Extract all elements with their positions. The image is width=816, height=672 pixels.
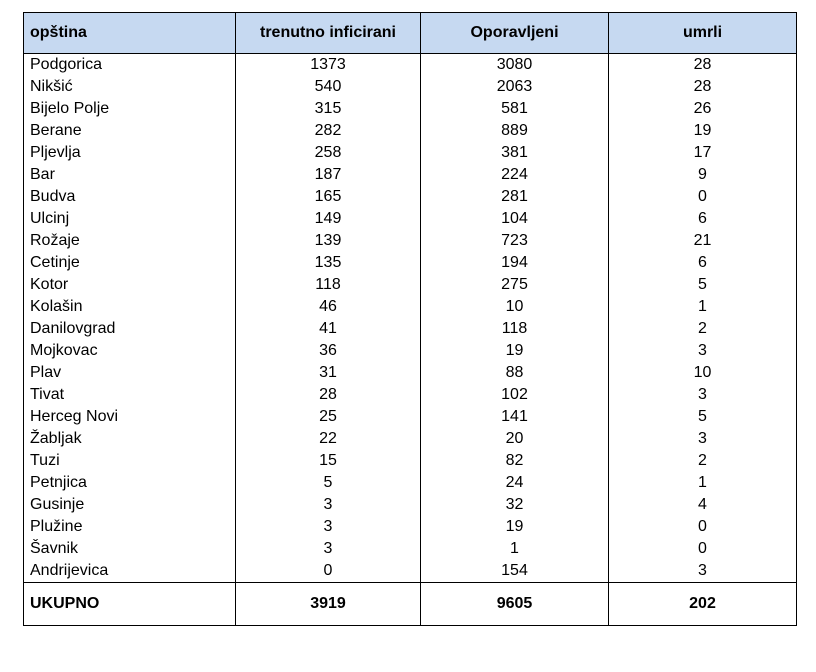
deceased-cell: 1 — [609, 296, 797, 318]
municipality-cell: Cetinje — [24, 252, 236, 274]
table-row — [24, 208, 797, 230]
currently-infected-cell: 22 — [236, 428, 421, 450]
municipality-cell: Gusinje — [24, 494, 236, 516]
currently-infected-cell: 118 — [236, 274, 421, 296]
table-row — [24, 230, 797, 252]
table-row — [24, 516, 797, 538]
recovered-cell: 889 — [421, 120, 609, 142]
currently-infected-cell: 187 — [236, 164, 421, 186]
recovered-cell: 381 — [421, 142, 609, 164]
table-row — [24, 494, 797, 516]
deceased-cell: 4 — [609, 494, 797, 516]
deceased-cell: 10 — [609, 362, 797, 384]
currently-infected-cell: 1373 — [236, 54, 421, 77]
header-row — [24, 13, 797, 54]
deceased-cell: 2 — [609, 318, 797, 340]
currently-infected-cell: 540 — [236, 76, 421, 98]
currently-infected-cell: 3 — [236, 494, 421, 516]
recovered-cell: 88 — [421, 362, 609, 384]
table-row — [24, 120, 797, 142]
total-row — [24, 583, 797, 626]
municipality-cell: Kolašin — [24, 296, 236, 318]
deceased-cell: 21 — [609, 230, 797, 252]
recovered-cell: 32 — [421, 494, 609, 516]
table-row — [24, 428, 797, 450]
deceased-cell: 6 — [609, 208, 797, 230]
table-row — [24, 538, 797, 560]
currently-infected-cell: 165 — [236, 186, 421, 208]
table-row — [24, 142, 797, 164]
total-recovered: 9605 — [421, 583, 609, 626]
currently-infected-cell: 25 — [236, 406, 421, 428]
municipality-cell: Bijelo Polje — [24, 98, 236, 120]
currently-infected-cell: 3 — [236, 516, 421, 538]
recovered-cell: 581 — [421, 98, 609, 120]
deceased-cell: 9 — [609, 164, 797, 186]
table-row — [24, 472, 797, 494]
deceased-cell: 0 — [609, 538, 797, 560]
table-row — [24, 362, 797, 384]
table-header — [24, 13, 797, 54]
total-label: UKUPNO — [24, 583, 236, 626]
municipality-cell: Plužine — [24, 516, 236, 538]
recovered-cell: 19 — [421, 340, 609, 362]
municipality-cell: Mojkovac — [24, 340, 236, 362]
municipality-cell: Berane — [24, 120, 236, 142]
deceased-cell: 3 — [609, 560, 797, 583]
municipality-cell: Ulcinj — [24, 208, 236, 230]
municipality-cell: Žabljak — [24, 428, 236, 450]
table-row — [24, 274, 797, 296]
municipality-cell: Podgorica — [24, 54, 236, 77]
deceased-cell: 5 — [609, 274, 797, 296]
recovered-cell: 102 — [421, 384, 609, 406]
recovered-cell: 118 — [421, 318, 609, 340]
total-deceased: 202 — [609, 583, 797, 626]
table-row — [24, 98, 797, 120]
table-row — [24, 450, 797, 472]
total-currently-infected: 3919 — [236, 583, 421, 626]
deceased-cell: 3 — [609, 340, 797, 362]
recovered-cell: 275 — [421, 274, 609, 296]
municipality-cell: Petnjica — [24, 472, 236, 494]
deceased-cell: 6 — [609, 252, 797, 274]
currently-infected-cell: 31 — [236, 362, 421, 384]
municipality-cell: Pljevlja — [24, 142, 236, 164]
currently-infected-cell: 3 — [236, 538, 421, 560]
deceased-cell: 1 — [609, 472, 797, 494]
table-row — [24, 340, 797, 362]
municipality-cell: Tuzi — [24, 450, 236, 472]
recovered-cell: 723 — [421, 230, 609, 252]
recovered-cell: 10 — [421, 296, 609, 318]
currently-infected-cell: 28 — [236, 384, 421, 406]
currently-infected-cell: 258 — [236, 142, 421, 164]
recovered-cell: 82 — [421, 450, 609, 472]
currently-infected-cell: 282 — [236, 120, 421, 142]
table-row — [24, 164, 797, 186]
deceased-cell: 19 — [609, 120, 797, 142]
currently-infected-cell: 135 — [236, 252, 421, 274]
deceased-cell: 0 — [609, 186, 797, 208]
currently-infected-cell: 36 — [236, 340, 421, 362]
currently-infected-cell: 149 — [236, 208, 421, 230]
municipality-cell: Danilovgrad — [24, 318, 236, 340]
recovered-cell: 3080 — [421, 54, 609, 77]
recovered-cell: 20 — [421, 428, 609, 450]
table-row — [24, 318, 797, 340]
deceased-cell: 28 — [609, 54, 797, 77]
header-deceased: umrli — [609, 13, 797, 54]
deceased-cell: 3 — [609, 384, 797, 406]
recovered-cell: 104 — [421, 208, 609, 230]
header-currently-infected: trenutno inficirani — [236, 13, 421, 54]
deceased-cell: 17 — [609, 142, 797, 164]
table-row — [24, 296, 797, 318]
table-row — [24, 76, 797, 98]
deceased-cell: 26 — [609, 98, 797, 120]
recovered-cell: 224 — [421, 164, 609, 186]
currently-infected-cell: 0 — [236, 560, 421, 583]
recovered-cell: 24 — [421, 472, 609, 494]
recovered-cell: 19 — [421, 516, 609, 538]
municipality-cell: Šavnik — [24, 538, 236, 560]
table-row — [24, 406, 797, 428]
municipality-cell: Rožaje — [24, 230, 236, 252]
table-row — [24, 186, 797, 208]
currently-infected-cell: 15 — [236, 450, 421, 472]
deceased-cell: 2 — [609, 450, 797, 472]
deceased-cell: 28 — [609, 76, 797, 98]
currently-infected-cell: 46 — [236, 296, 421, 318]
municipality-cell: Plav — [24, 362, 236, 384]
recovered-cell: 1 — [421, 538, 609, 560]
municipality-cell: Andrijevica — [24, 560, 236, 583]
deceased-cell: 0 — [609, 516, 797, 538]
header-municipality: opština — [24, 13, 236, 54]
table-row — [24, 384, 797, 406]
currently-infected-cell: 41 — [236, 318, 421, 340]
municipality-cell: Herceg Novi — [24, 406, 236, 428]
municipality-cell: Bar — [24, 164, 236, 186]
recovered-cell: 281 — [421, 186, 609, 208]
table-row — [24, 54, 797, 77]
table-row — [24, 560, 797, 583]
recovered-cell: 141 — [421, 406, 609, 428]
recovered-cell: 154 — [421, 560, 609, 583]
currently-infected-cell: 5 — [236, 472, 421, 494]
recovered-cell: 194 — [421, 252, 609, 274]
municipality-cell: Kotor — [24, 274, 236, 296]
covid-municipality-table — [23, 12, 797, 626]
deceased-cell: 5 — [609, 406, 797, 428]
table-row — [24, 252, 797, 274]
table-body — [24, 54, 797, 583]
currently-infected-cell: 315 — [236, 98, 421, 120]
currently-infected-cell: 139 — [236, 230, 421, 252]
table-footer — [24, 583, 797, 626]
municipality-cell: Budva — [24, 186, 236, 208]
recovered-cell: 2063 — [421, 76, 609, 98]
deceased-cell: 3 — [609, 428, 797, 450]
municipality-cell: Tivat — [24, 384, 236, 406]
municipality-cell: Nikšić — [24, 76, 236, 98]
header-recovered: Oporavljeni — [421, 13, 609, 54]
